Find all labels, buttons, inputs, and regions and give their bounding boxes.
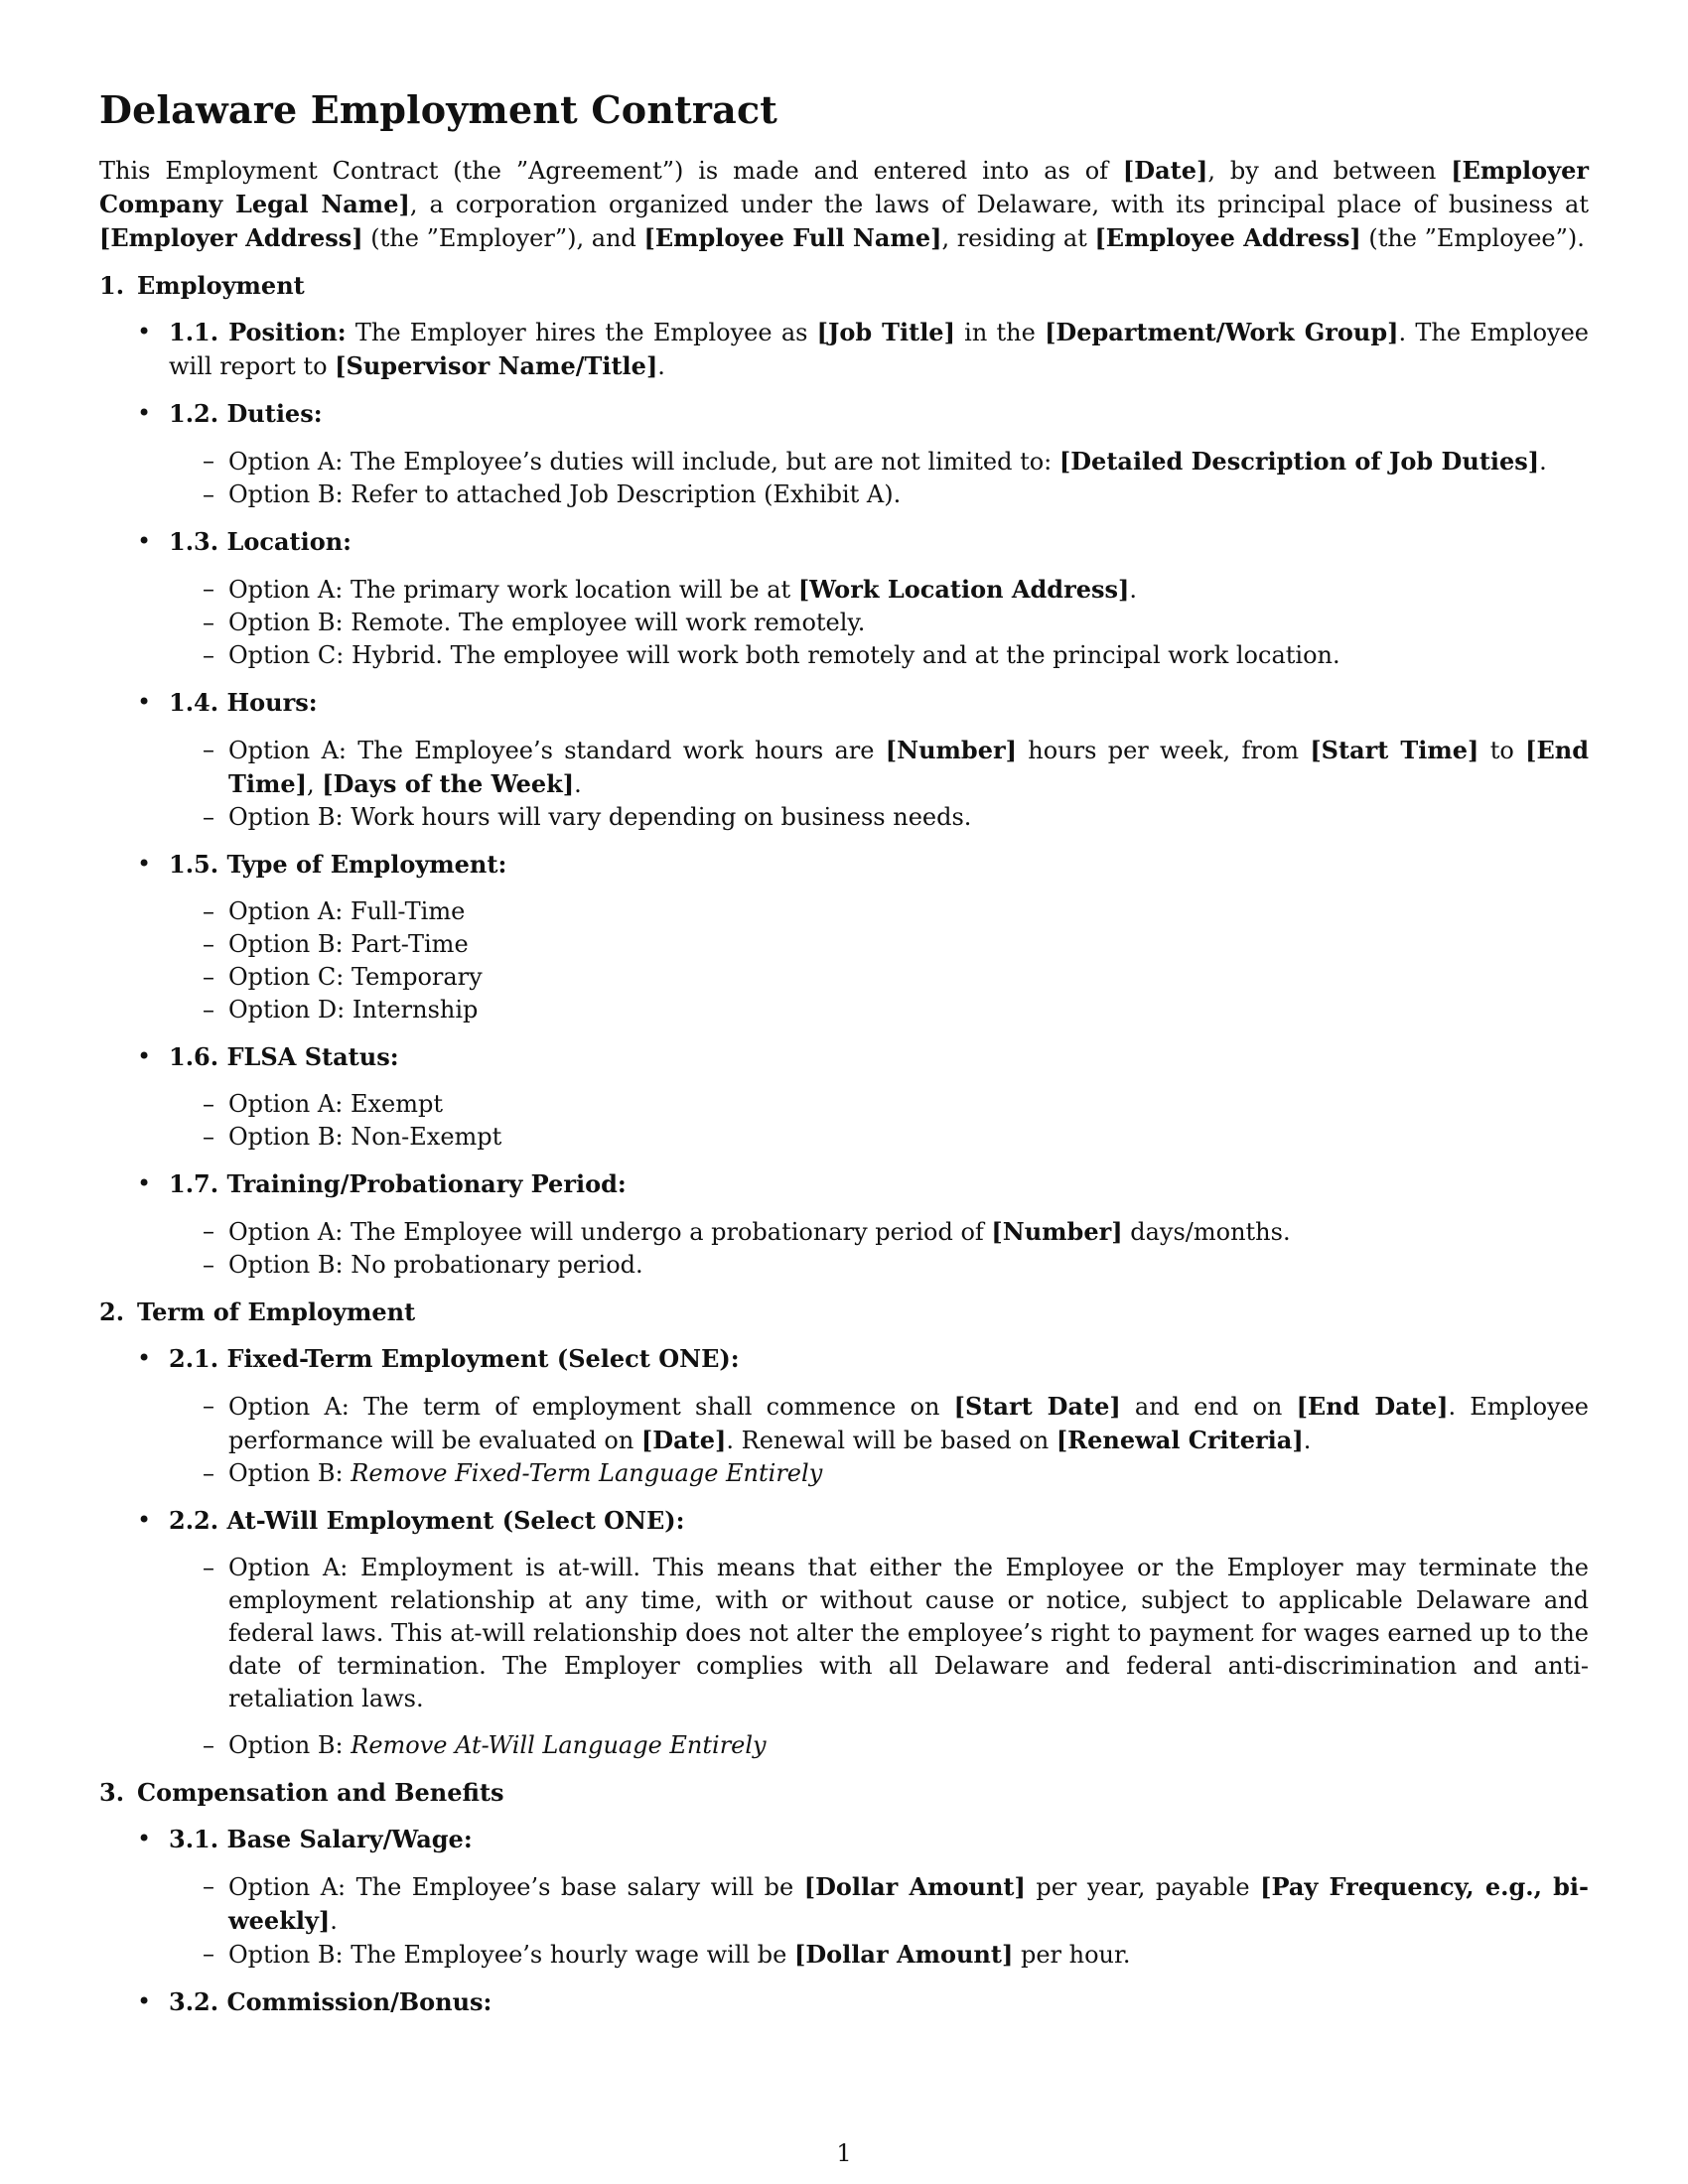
item-location (99, 525, 1589, 672)
item-label: 1.1. Position: (169, 318, 347, 346)
item-commission-bonus (99, 1985, 1589, 2019)
item-label: 1.2. Duties: (169, 399, 323, 428)
placeholder-employee-name: [Employee Full Name] (643, 223, 942, 252)
item-label: 1.7. Training/Probationary Period: (169, 1169, 627, 1198)
option-text: per year, payable (1025, 1873, 1261, 1901)
placeholder-date: [Date] (1122, 156, 1208, 185)
item-label: 1.5. Type of Employment: (169, 850, 507, 879)
item-employment-type (99, 848, 1589, 1026)
item-label: 1.3. Location: (169, 527, 352, 556)
option-text: Option A: The Employee will undergo a probationary period of (228, 1218, 992, 1246)
intro-text: , by and between (1207, 157, 1452, 185)
option-a (169, 573, 1589, 607)
option-c: – Option C: Hybrid. The employee will work both remotely and at the principal work location. (169, 639, 1589, 672)
item-text: . (657, 352, 665, 380)
placeholder-employer-name: [Employer Company Legal Name] (99, 156, 1589, 218)
item-text: in the (954, 319, 1046, 346)
placeholder-number: [Number] (991, 1217, 1123, 1246)
option-text: Option A: The Employee’s base salary will be (228, 1873, 804, 1901)
item-label: 1.4. Hours: (169, 688, 318, 717)
option-a: – Option A: Full-Time (169, 895, 1589, 928)
section-number: 1. (99, 271, 125, 300)
placeholder-employer-address: [Employer Address] (99, 223, 363, 252)
option-text: Option A: The Employee’s duties will include, but are not limited to: (228, 448, 1059, 476)
option-text: Option A: The term of employment shall commence on (228, 1393, 954, 1421)
intro-paragraph (99, 154, 1589, 255)
option-a (169, 1215, 1589, 1249)
placeholder-supervisor: [Supervisor Name/Title] (335, 351, 658, 380)
option-b: – Option B: Non-Exempt (169, 1121, 1589, 1154)
page-number: 1 (836, 2139, 852, 2167)
option-text: Option B: (228, 1459, 352, 1487)
section-heading-employment (99, 269, 1589, 302)
item-fixed-term (99, 1342, 1589, 1490)
option-italic-text: Remove Fixed-Term Language Entirely (351, 1459, 823, 1487)
option-italic-text: Remove At-Will Language Entirely (351, 1731, 767, 1759)
option-a (169, 445, 1589, 478)
section-title: Employment (137, 271, 305, 300)
option-text: . (1539, 448, 1547, 476)
section-title: Compensation and Benefits (137, 1778, 504, 1807)
intro-text: (the ”Employee”). (1360, 224, 1585, 252)
intro-text: (the ”Employer”), and (362, 224, 644, 252)
intro-text: This Employment Contract (the ”Agreement”) is made and entered into as of (99, 157, 1123, 185)
section-heading-compensation (99, 1776, 1589, 1809)
item-label: 3.2. Commission/Bonus: (169, 1987, 492, 2016)
option-text: . (1303, 1427, 1312, 1454)
placeholder-job-title: [Job Title] (816, 318, 955, 346)
option-list (169, 1390, 1589, 1490)
placeholder-job-duties: [Detailed Description of Job Duties] (1058, 447, 1540, 476)
option-d: – Option D: Internship (169, 994, 1589, 1026)
option-b (169, 1938, 1589, 1972)
option-list (169, 1552, 1589, 1762)
placeholder-dollar-amount: [Dollar Amount] (803, 1872, 1026, 1901)
placeholder-pay-frequency: [Pay Frequency, e.g., bi-weekly] (228, 1872, 1590, 1935)
page-title: Delaware Employment Contract (99, 87, 778, 132)
option-c: – Option C: Temporary (169, 961, 1589, 994)
item-duties (99, 397, 1589, 511)
option-text: per hour. (1013, 1941, 1131, 1969)
option-list (169, 1215, 1589, 1282)
option-list (169, 895, 1589, 1026)
option-list (169, 445, 1589, 511)
option-text: days/months. (1122, 1218, 1291, 1246)
option-text: . Employee performance will be evaluated on (228, 1393, 1590, 1454)
option-a: – Option A: Employment is at-will. This means that either the Employee or the Employer may terminate the employment relationship at any time, with or without cause or notice, subject to applicable Delaware and federal laws. This at-will relationship does not alter the employee’s right to payment for wages earned up to the date of termination. The Employer complies with all Delaware and federal anti-discrimination and anti-retaliation laws. (169, 1552, 1589, 1715)
option-b: – Option B: Work hours will vary depending on business needs. (169, 801, 1589, 834)
item-label: 2.1. Fixed-Term Employment (Select ONE): (169, 1344, 740, 1373)
option-a (169, 734, 1589, 801)
placeholder-date: [Date] (640, 1426, 727, 1454)
option-list (169, 573, 1589, 672)
option-text: . (574, 770, 582, 798)
option-b: – Option B: Refer to attached Job Description (Exhibit A). (169, 478, 1589, 511)
intro-text: , a corporation organized under the laws of Delaware, with its principal place of business at (409, 191, 1589, 218)
section-2-items (99, 1342, 1589, 1762)
item-base-salary (99, 1823, 1589, 1972)
option-a (169, 1870, 1589, 1938)
placeholder-dollar-amount: [Dollar Amount] (794, 1940, 1014, 1969)
section-title: Term of Employment (137, 1297, 416, 1326)
option-text: to (1478, 737, 1526, 764)
option-b (169, 1457, 1589, 1490)
option-text: and end on (1120, 1393, 1297, 1421)
placeholder-renewal-criteria: [Renewal Criteria] (1055, 1426, 1304, 1454)
intro-text: , residing at (941, 224, 1095, 252)
item-position (99, 316, 1589, 383)
option-text: . (330, 1907, 338, 1935)
section-heading-term (99, 1296, 1589, 1328)
item-at-will (99, 1504, 1589, 1762)
option-text: Option B: (228, 1731, 352, 1759)
option-b: – Option B: Remote. The employee will work remotely. (169, 607, 1589, 639)
document-page (99, 87, 1589, 2033)
option-list (169, 1088, 1589, 1154)
placeholder-days: [Days of the Week] (322, 769, 575, 798)
option-text: Option B: The Employee’s hourly wage will be (228, 1941, 794, 1969)
placeholder-end-date: [End Date] (1296, 1392, 1449, 1421)
option-a (169, 1390, 1589, 1457)
item-flsa-status (99, 1040, 1589, 1154)
section-1-items (99, 316, 1589, 1282)
option-a: – Option A: Exempt (169, 1088, 1589, 1121)
option-text: . (1129, 576, 1137, 604)
placeholder-start-time: [Start Time] (1310, 736, 1479, 764)
option-b: – Option B: No probationary period. (169, 1249, 1589, 1282)
option-b: – Option B: Part-Time (169, 928, 1589, 961)
section-3-items (99, 1823, 1589, 2019)
option-list (169, 734, 1589, 834)
item-label: 3.1. Base Salary/Wage: (169, 1825, 473, 1853)
placeholder-work-location: [Work Location Address] (797, 575, 1130, 604)
section-number: 2. (99, 1297, 125, 1326)
option-text: . Renewal will be based on (726, 1427, 1056, 1454)
option-list (169, 1870, 1589, 1972)
item-hours (99, 686, 1589, 834)
item-label: 1.6. FLSA Status: (169, 1042, 399, 1071)
placeholder-department: [Department/Work Group] (1045, 318, 1399, 346)
section-number: 3. (99, 1778, 125, 1807)
placeholder-number: [Number] (885, 736, 1017, 764)
option-text: , (307, 770, 323, 798)
option-b (169, 1729, 1589, 1762)
item-text: The Employer hires the Employee as (346, 319, 817, 346)
item-probation (99, 1167, 1589, 1282)
placeholder-end-time: [End Time] (228, 736, 1589, 798)
item-label: 2.2. At-Will Employment (Select ONE): (169, 1506, 685, 1535)
option-text: hours per week, from (1016, 737, 1311, 764)
item-text: . The Employee will report to (169, 319, 1589, 380)
placeholder-start-date: [Start Date] (953, 1392, 1121, 1421)
option-text: Option A: The primary work location will be at (228, 576, 798, 604)
option-text: Option A: The Employee’s standard work hours are (228, 737, 886, 764)
placeholder-employee-address: [Employee Address] (1094, 223, 1361, 252)
